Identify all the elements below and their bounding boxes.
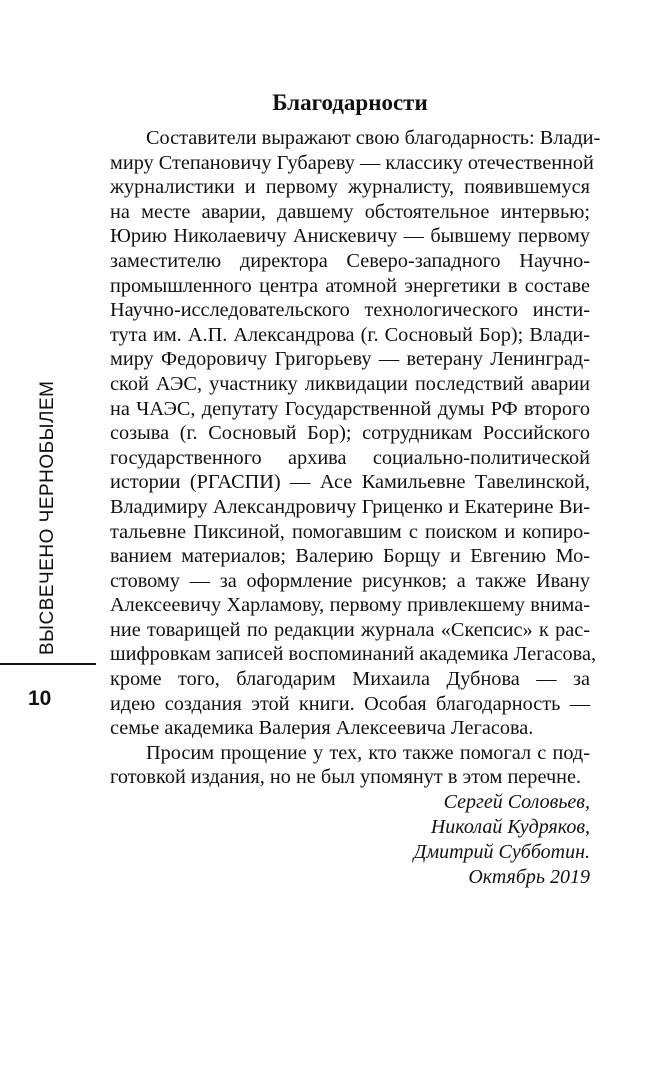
text-line: заместителю директора Северо-западного Научно- bbox=[110, 249, 590, 272]
signature-date: Октябрь 2019 bbox=[468, 866, 590, 888]
signature-line: Николай Кудряков, bbox=[430, 816, 590, 838]
text-line: Просим прощение у тех, кто также помогал с под- bbox=[146, 741, 590, 764]
body-text bbox=[110, 126, 601, 790]
page-title: Благодарности bbox=[272, 90, 428, 115]
text-line: Юрию Николаевичу Анискевичу — бывшему первому bbox=[110, 225, 590, 248]
paragraph-acknowledgements bbox=[110, 126, 601, 741]
text-line: Составители выражают свою благодарность: Влади- bbox=[146, 127, 601, 149]
text-line: ской АЭС, участнику ликвидации последствий аварии bbox=[110, 372, 590, 395]
text-line: на ЧАЭС, депутату Государственной думы РФ второго bbox=[110, 397, 590, 420]
paragraph-apology bbox=[110, 741, 590, 790]
text-line: семье академика Валерия Алексеевича Легасова. bbox=[110, 717, 534, 740]
text-line: миру Степановичу Губареву — классику отечественной bbox=[110, 151, 594, 174]
text-line: ние товарищей по редакции журнала «Скепсис» к рас- bbox=[110, 618, 590, 641]
text-line: государственного архива социально-политической bbox=[110, 446, 590, 469]
text-line: готовкой издания, но не был упомянут в этом перечне. bbox=[110, 766, 582, 789]
text-line: Владимиру Александровичу Гриценко и Екатерине Ви- bbox=[110, 495, 590, 518]
running-head: ВЫСВЕЧЕНО ЧЕРНОБЫЛЕМ bbox=[37, 380, 58, 655]
text-line: тута им. А.П. Александрова (г. Сосновый Бор); Влади- bbox=[110, 323, 590, 346]
text-line: миру Федоровичу Григорьеву — ветерану Ленинград- bbox=[110, 348, 590, 371]
side-rule bbox=[0, 663, 96, 665]
signature-line: Дмитрий Субботин. bbox=[413, 841, 590, 863]
text-line: журналистики и первому журналисту, появившемуся bbox=[110, 176, 590, 199]
text-line: Научно-исследовательского технологического инсти- bbox=[110, 299, 590, 322]
text-line: тальевне Пиксиной, помогавшим с поиском и копиро- bbox=[110, 520, 590, 543]
text-line: идею создания этой книги. Особая благодарность — bbox=[110, 692, 590, 715]
text-line: кроме того, благодарим Михаила Дубнова — за bbox=[110, 668, 590, 691]
signature-block bbox=[110, 790, 590, 890]
text-line: промышленного центра атомной энергетики в составе bbox=[110, 274, 590, 297]
text-line: шифровкам записей воспоминаний академика Легасова, bbox=[110, 643, 597, 666]
signature-line: Сергей Соловьев, bbox=[443, 791, 590, 813]
text-line: созыва (г. Сосновый Бор); сотрудникам Российского bbox=[110, 422, 590, 445]
page-number: 10 bbox=[28, 687, 52, 710]
text-line: истории (РГАСПИ) — Асе Камильевне Тавелинской, bbox=[110, 471, 590, 494]
text-line: на месте аварии, давшему обстоятельное интервью; bbox=[110, 200, 590, 223]
text-line: ванием материалов; Валерию Борщу и Евгению Мо- bbox=[110, 545, 590, 568]
text-line: Алексеевичу Харламову, первому привлекшему внима- bbox=[110, 594, 590, 617]
text-line: стовому — за оформление рисунков; а также Ивану bbox=[110, 569, 590, 592]
